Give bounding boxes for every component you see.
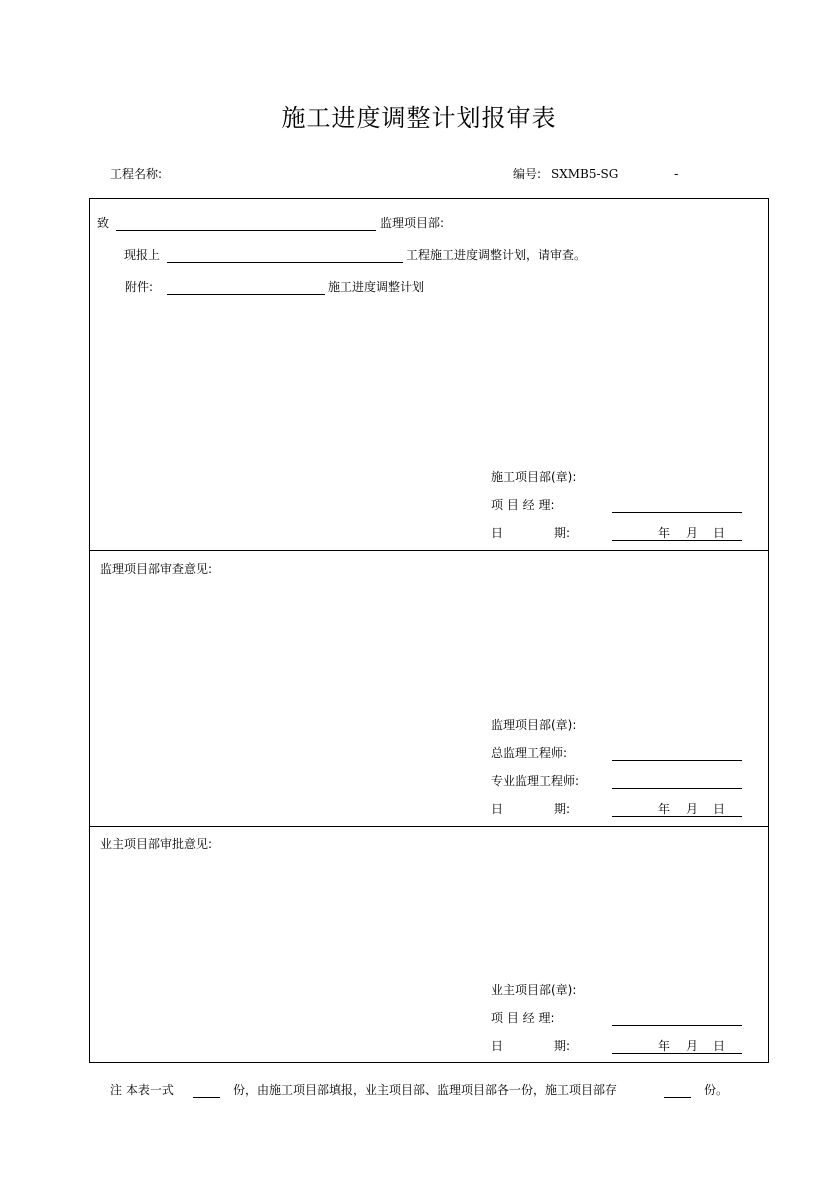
chief-engineer-label: 总监理工程师: xyxy=(491,746,568,760)
specialist-engineer-label: 专业监理工程师: xyxy=(491,774,580,788)
project-manager-label: 项 目 经 理: xyxy=(491,1011,555,1025)
report-prefix: 现报上 xyxy=(124,248,161,262)
date-label-char-1: 日 xyxy=(491,1039,504,1053)
date-label-char-2: 期: xyxy=(554,802,571,816)
form-title: 施工进度调整计划报审表 xyxy=(281,104,557,132)
construction-dept-seal-label: 施工项目部(章): xyxy=(491,470,577,484)
owner-dept-seal-label: 业主项目部(章): xyxy=(491,983,577,997)
attachment-suffix: 施工进度调整计划 xyxy=(328,280,425,294)
section-divider-2 xyxy=(89,826,769,827)
chief-engineer-signature-field[interactable] xyxy=(612,760,742,761)
day-label: 日 xyxy=(713,802,726,816)
owner-opinion-label: 业主项目部审批意见: xyxy=(100,837,213,851)
date-label-char-1: 日 xyxy=(491,526,504,540)
year-label: 年 xyxy=(658,1039,671,1053)
note-prefix: 注 本表一式 xyxy=(110,1083,174,1097)
year-label: 年 xyxy=(658,526,671,540)
serial-value: SXMB5-SG xyxy=(551,167,619,181)
report-suffix: 工程施工进度调整计划，请审查。 xyxy=(406,248,587,262)
serial-label: 编号: xyxy=(513,167,542,181)
owner-opinion-area[interactable] xyxy=(100,855,760,975)
supervision-opinion-label: 监理项目部审查意见: xyxy=(100,562,213,576)
project-name-field[interactable] xyxy=(167,262,403,263)
month-label: 月 xyxy=(686,1039,699,1053)
year-label: 年 xyxy=(658,802,671,816)
copies-count-field[interactable] xyxy=(193,1097,220,1098)
date-label-char-2: 期: xyxy=(554,1039,571,1053)
to-label: 致 xyxy=(97,216,110,230)
attachment-label: 附件: xyxy=(125,280,154,294)
date-field[interactable] xyxy=(612,816,742,817)
specialist-engineer-signature-field[interactable] xyxy=(612,788,742,789)
project-manager-signature-field[interactable] xyxy=(612,512,742,513)
project-manager-signature-field[interactable] xyxy=(612,1025,742,1026)
date-label-char-1: 日 xyxy=(491,802,504,816)
month-label: 月 xyxy=(686,802,699,816)
month-label: 月 xyxy=(686,526,699,540)
section-divider-1 xyxy=(89,550,769,551)
serial-dash: - xyxy=(674,167,679,181)
day-label: 日 xyxy=(713,1039,726,1053)
supervision-dept-seal-label: 监理项目部(章): xyxy=(491,718,577,732)
note-suffix: 份。 xyxy=(704,1083,729,1097)
supervision-opinion-area[interactable] xyxy=(100,580,760,710)
attachment-field[interactable] xyxy=(167,294,325,295)
date-field[interactable] xyxy=(612,540,742,541)
retained-copies-field[interactable] xyxy=(664,1097,691,1098)
supervision-dept-label: 监理项目部: xyxy=(380,216,445,230)
day-label: 日 xyxy=(713,526,726,540)
date-field[interactable] xyxy=(612,1053,742,1054)
date-label-char-2: 期: xyxy=(554,526,571,540)
project-name-label: 工程名称: xyxy=(110,167,163,181)
project-manager-label: 项 目 经 理: xyxy=(491,498,555,512)
to-recipient-field[interactable] xyxy=(116,230,376,231)
note-middle: 份，由施工项目部填报，业主项目部、监理项目部各一份，施工项目部存 xyxy=(233,1083,618,1097)
